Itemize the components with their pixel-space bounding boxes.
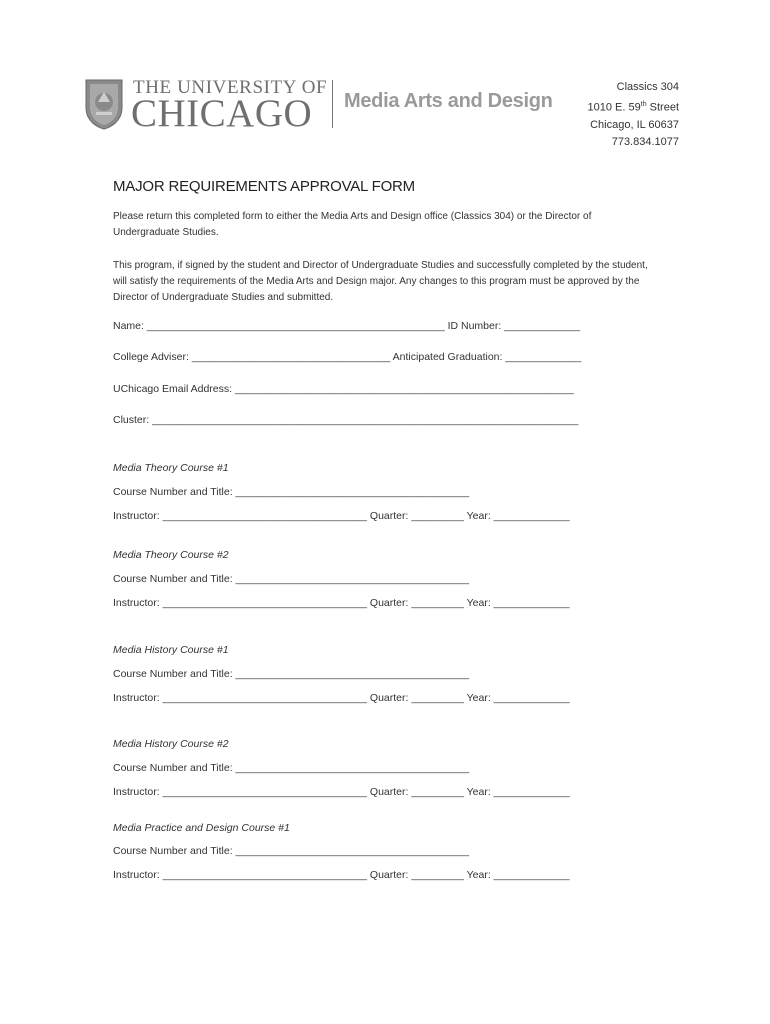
intro-paragraph: Please return this completed form to either the Media Arts and Design office (Classics 304) or the Director of Undergraduate Studies. — [113, 211, 592, 238]
name-id-field[interactable]: Name: ___________________________________________________ ID Number: _____________ — [113, 320, 581, 332]
course-number-field[interactable]: Course Number and Title: ________________________________________ — [113, 762, 470, 774]
instructor-quarter-year-field[interactable]: Instructor: ___________________________________ Quarter: _________ Year: _____________ — [113, 510, 570, 522]
office-address — [588, 79, 679, 151]
instructor-quarter-year-field[interactable]: Instructor: ___________________________________ Quarter: _________ Year: _____________ — [113, 786, 570, 798]
instructor-quarter-year-field[interactable]: Instructor: ___________________________________ Quarter: _________ Year: _____________ — [113, 692, 570, 704]
instructor-quarter-year-field[interactable]: Instructor: ___________________________________ Quarter: _________ Year: _____________ — [113, 869, 570, 881]
university-seal-icon — [84, 78, 124, 130]
section-title: Media History Course #1 — [113, 644, 229, 656]
address-line3: Chicago, IL 60637 — [590, 118, 679, 131]
address-line4: 773.834.1077 — [611, 135, 679, 148]
course-number-field[interactable]: Course Number and Title: ________________________________________ — [113, 668, 470, 680]
university-name-line2: CHICAGO — [131, 92, 313, 135]
section-title: Media Theory Course #2 — [113, 549, 229, 561]
form-title: MAJOR REQUIREMENTS APPROVAL FORM — [113, 178, 415, 195]
address-line2: 1010 E. 59th Street — [587, 101, 679, 114]
program-note-paragraph: This program, if signed by the student and Director of Undergraduate Studies and successfully completed by the student, will satisfy the requirements of the Media Arts and Design major. Any changes to this program must be approved by the Director of Undergraduate Studies and submitted. — [113, 260, 648, 303]
course-number-field[interactable]: Course Number and Title: ________________________________________ — [113, 486, 470, 498]
section-title: Media History Course #2 — [113, 738, 229, 750]
address-line1: Classics 304 — [616, 81, 679, 93]
cluster-field[interactable]: Cluster: _________________________________________________________________________ — [113, 414, 579, 426]
course-number-field[interactable]: Course Number and Title: ________________________________________ — [113, 573, 470, 585]
section-title: Media Theory Course #1 — [113, 462, 229, 474]
adviser-graduation-field[interactable]: College Adviser: __________________________________ Anticipated Graduation: _____________ — [113, 351, 582, 363]
course-number-field[interactable]: Course Number and Title: ________________________________________ — [113, 845, 470, 857]
section-title: Media Practice and Design Course #1 — [113, 822, 290, 834]
department-name: Media Arts and Design — [344, 90, 553, 112]
university-name-line1: THE UNIVERSITY OF — [133, 77, 328, 98]
email-field[interactable]: UChicago Email Address: __________________________________________________________ — [113, 383, 574, 395]
instructor-quarter-year-field[interactable]: Instructor: ___________________________________ Quarter: _________ Year: _____________ — [113, 597, 570, 609]
header-divider — [332, 80, 333, 128]
